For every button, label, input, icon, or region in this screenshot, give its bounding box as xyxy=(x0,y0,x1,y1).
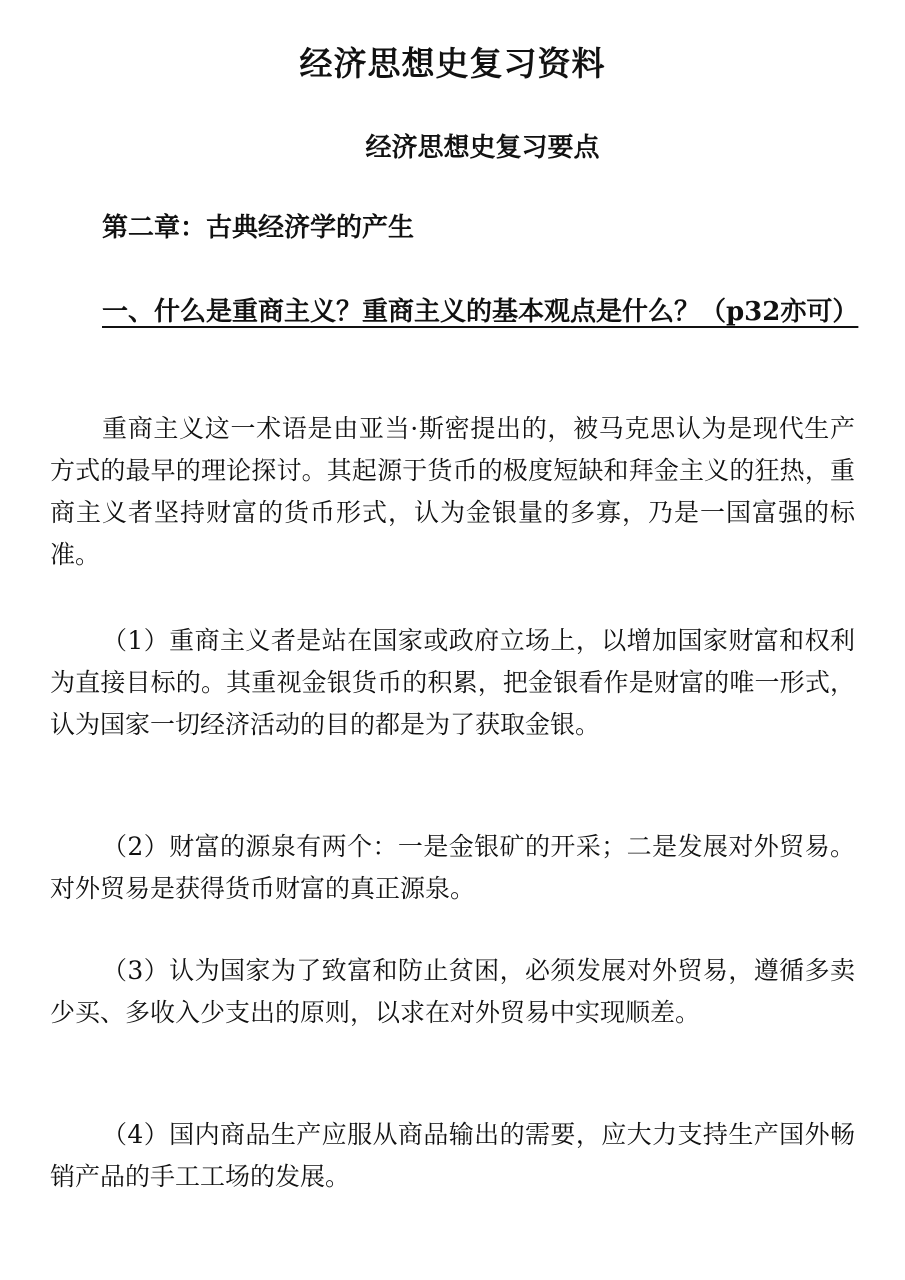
chapter-heading: 第二章：古典经济学的产生 xyxy=(102,213,415,243)
paragraph-point-2: （2）财富的源泉有两个：一是金银矿的开采；二是发展对外贸易。对外贸易是获得货币财富的真正源泉。 xyxy=(50,832,855,903)
paragraph-intro: 重商主义这一术语是由亚当·斯密提出的，被马克思认为是现代生产方式的最早的理论探讨。其起源于货币的极度短缺和拜金主义的狂热，重商主义者坚持财富的货币形式，认为金银量的多寡，乃是一国富强的标准。 xyxy=(50,414,855,569)
question-heading: 一、什么是重商主义？重商主义的基本观点是什么？（p32亦可） xyxy=(102,297,859,327)
paragraph-point-4: （4）国内商品生产应服从商品输出的需要，应大力支持生产国外畅销产品的手工工场的发展。 xyxy=(50,1120,855,1191)
paragraph-point-1: （1）重商主义者是站在国家或政府立场上，以增加国家财富和权利为直接目标的。其重视金银货币的积累，把金银看作是财富的唯一形式，认为国家一切经济活动的目的都是为了获取金银。 xyxy=(50,626,855,739)
paragraph-point-3: （3）认为国家为了致富和防止贫困，必须发展对外贸易，遵循多卖少买、多收入少支出的原则，以求在对外贸易中实现顺差。 xyxy=(50,956,855,1027)
document-title: 经济思想史复习资料 xyxy=(299,44,606,83)
document-subtitle: 经济思想史复习要点 xyxy=(365,133,600,163)
